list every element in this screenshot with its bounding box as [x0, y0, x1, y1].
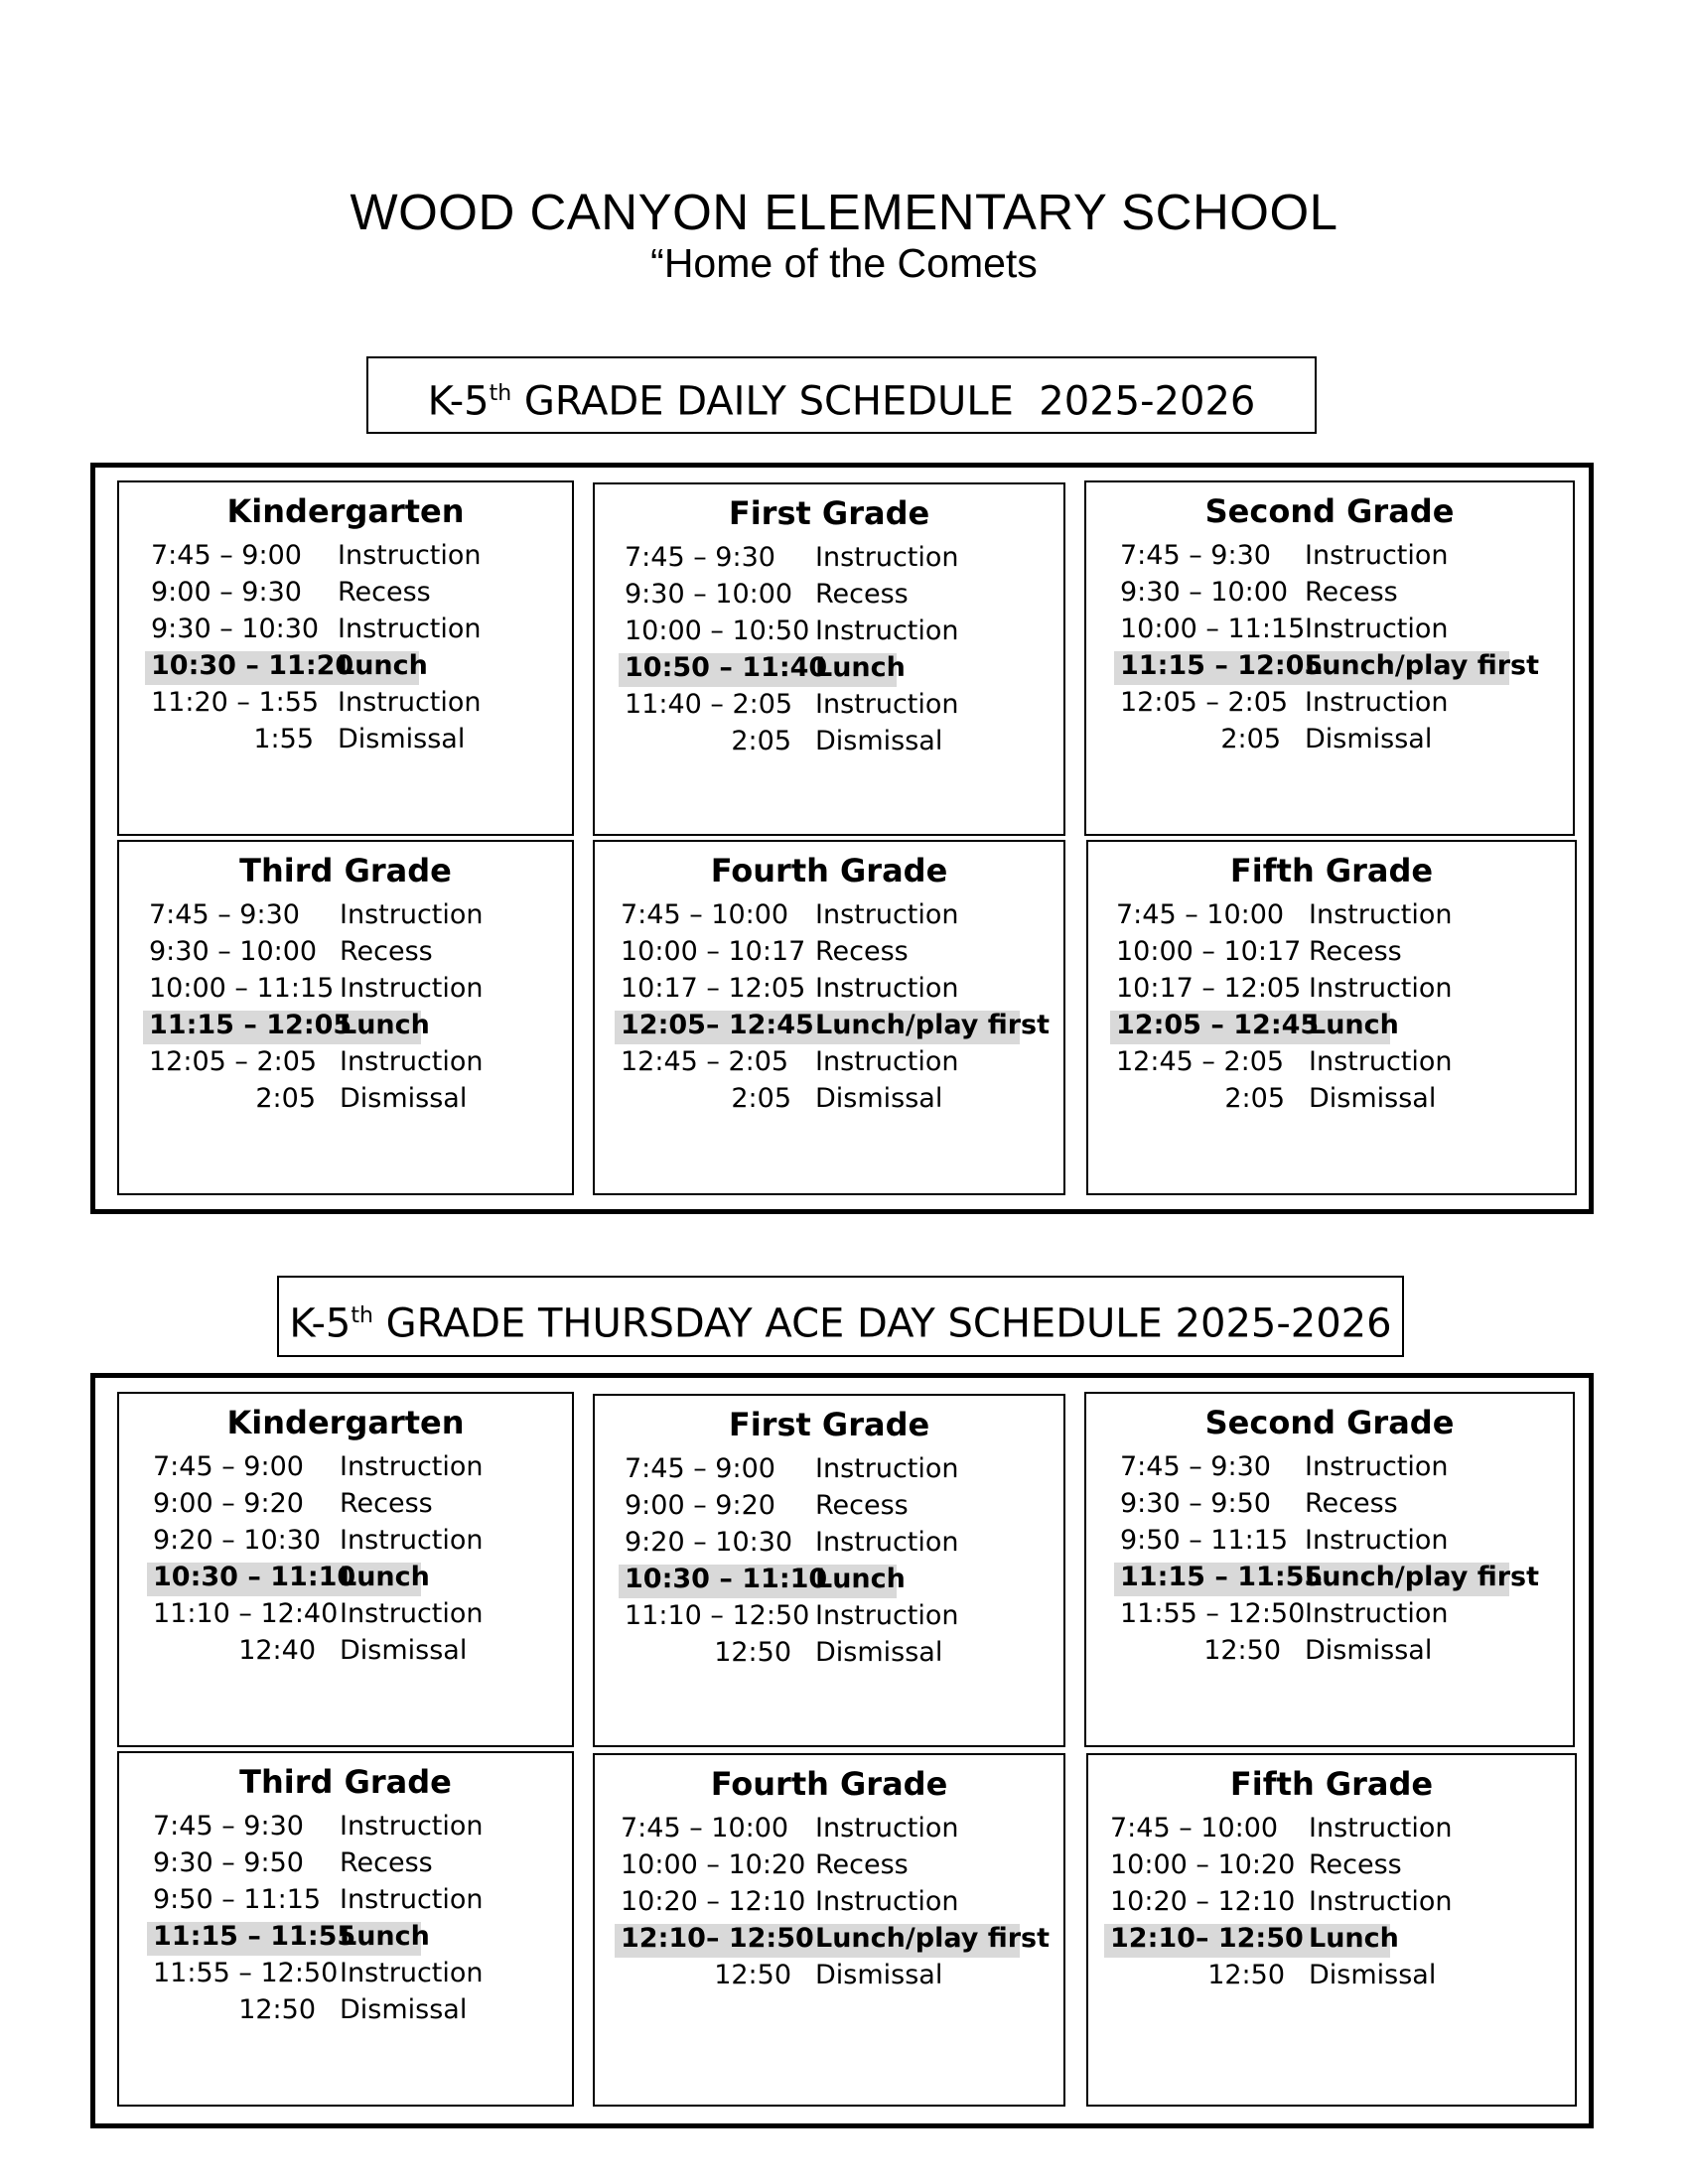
activity-label: Instruction: [1309, 1886, 1453, 1917]
time-range: 10:00 – 10:20: [1110, 1849, 1296, 1880]
schedule-row: [119, 1083, 572, 1120]
activity-label: Lunch/play first: [1305, 1562, 1540, 1592]
activity-label: Instruction: [340, 1451, 484, 1482]
schedule-row: [1086, 1635, 1573, 1672]
schedule-row: [119, 936, 572, 973]
activity-label: Dismissal: [1305, 724, 1433, 754]
activity-label: Instruction: [815, 899, 959, 930]
activity-label: Instruction: [340, 973, 484, 1004]
schedule-row: [119, 614, 572, 650]
schedule-row: [1088, 936, 1575, 973]
time-range: 10:20 – 12:10: [1110, 1886, 1296, 1917]
grade-title: Fourth Grade: [710, 1765, 948, 1803]
activity-label: Dismissal: [815, 1960, 943, 1990]
lunch-row: [1086, 650, 1573, 687]
daily-schedule-title: [366, 356, 1317, 434]
activity-label: Dismissal: [340, 1635, 468, 1666]
grade-title: Fifth Grade: [1229, 1765, 1434, 1803]
activity-label: Instruction: [815, 615, 959, 646]
schedule-row: [595, 726, 1063, 762]
activity-label: Instruction: [815, 1046, 959, 1077]
schedule-row: [119, 724, 572, 760]
schedule-row: [119, 1598, 572, 1635]
daily-grade-box-2: [1084, 480, 1575, 836]
activity-label: Recess: [340, 936, 433, 967]
activity-label: Dismissal: [340, 1994, 468, 2025]
time-range: 10:17 – 12:05: [621, 973, 806, 1004]
lunch-row: [119, 650, 572, 687]
grade-title: First Grade: [728, 494, 930, 532]
schedule-row: [595, 1637, 1063, 1674]
grade-title: Third Grade: [239, 852, 452, 889]
time-range: 7:45 – 9:30: [1120, 540, 1271, 571]
time-range: 12:05 – 2:05: [149, 1046, 318, 1077]
activity-label: Instruction: [815, 1813, 959, 1843]
schedule-row: [1088, 1083, 1575, 1120]
schedule-row: [1088, 1046, 1575, 1083]
schedule-row: [119, 1488, 572, 1525]
activity-label: Lunch/play first: [815, 1010, 1051, 1040]
activity-label: Recess: [815, 579, 909, 610]
activity-label: Recess: [1305, 1488, 1398, 1519]
thursday-title-rest: GRADE THURSDAY ACE DAY SCHEDULE 2025-2026: [372, 1300, 1392, 1347]
schedule-row: [119, 1811, 572, 1847]
activity-label: Lunch: [338, 650, 428, 681]
lunch-row: [119, 1921, 572, 1958]
activity-label: Instruction: [815, 1453, 959, 1484]
activity-label: Recess: [1305, 577, 1398, 608]
schedule-rows: [119, 1811, 572, 2031]
time-range: 10:00 – 10:17: [1116, 936, 1302, 967]
grade-title: Second Grade: [1204, 1404, 1455, 1441]
time-range: 12:40: [238, 1635, 316, 1666]
lunch-row: [595, 1923, 1063, 1960]
time-range: 10:30 – 11:10: [625, 1564, 828, 1594]
activity-label: Instruction: [1309, 899, 1453, 930]
daily-title-sup: th: [489, 381, 512, 406]
activity-label: Instruction: [340, 1958, 484, 1988]
activity-label: Lunch/play first: [1305, 650, 1540, 681]
time-range: 10:17 – 12:05: [1116, 973, 1302, 1004]
daily-grade-box-1: [593, 482, 1065, 836]
schedule-row: [1086, 687, 1573, 724]
activity-label: Dismissal: [1305, 1635, 1433, 1666]
time-range: 9:00 – 9:30: [151, 577, 302, 608]
activity-label: Lunch: [340, 1562, 430, 1592]
activity-label: Recess: [1309, 936, 1402, 967]
time-range: 9:30 – 10:00: [625, 579, 793, 610]
time-range: 11:10 – 12:40: [153, 1598, 339, 1629]
schedule-row: [119, 577, 572, 614]
activity-label: Dismissal: [815, 1083, 943, 1114]
activity-label: Recess: [815, 1490, 909, 1521]
activity-label: Instruction: [340, 1598, 484, 1629]
schedule-row: [595, 936, 1063, 973]
time-range: 9:30 – 9:50: [1120, 1488, 1271, 1519]
time-range: 11:15 – 11:55: [153, 1921, 356, 1952]
schedule-row: [1088, 1849, 1575, 1886]
schedule-row: [1086, 1598, 1573, 1635]
time-range: 7:45 – 9:30: [153, 1811, 304, 1842]
time-range: 7:45 – 9:00: [153, 1451, 304, 1482]
schedule-rows: [595, 899, 1063, 1120]
activity-label: Instruction: [1305, 1525, 1449, 1556]
schedule-rows: [119, 540, 572, 760]
grade-title: First Grade: [728, 1406, 930, 1443]
time-range: 10:00 – 11:15: [1120, 614, 1306, 644]
thursday-grade-box-5: [1086, 1753, 1577, 2107]
activity-label: Instruction: [1305, 687, 1449, 718]
thursday-grade-box-1: [593, 1394, 1065, 1747]
activity-label: Instruction: [340, 1046, 484, 1077]
schedule-row: [119, 1958, 572, 1994]
activity-label: Lunch: [815, 1564, 906, 1594]
schedule-rows: [1088, 1813, 1575, 1996]
time-range: 12:45 – 2:05: [1116, 1046, 1285, 1077]
grade-title: Kindergarten: [226, 492, 465, 530]
time-range: 7:45 – 9:30: [1120, 1451, 1271, 1482]
schedule-row: [119, 899, 572, 936]
schedule-row: [595, 973, 1063, 1010]
schedule-row: [595, 1046, 1063, 1083]
schedule-rows: [119, 1451, 572, 1672]
schedule-row: [1086, 540, 1573, 577]
activity-label: Dismissal: [338, 724, 466, 754]
school-name: WOOD CANYON ELEMENTARY SCHOOL: [350, 184, 1338, 240]
daily-grade-box-4: [593, 840, 1065, 1195]
activity-label: Dismissal: [815, 1637, 943, 1668]
schedule-row: [119, 1994, 572, 2031]
time-range: 2:05: [1224, 1083, 1285, 1114]
schedule-row: [1086, 1488, 1573, 1525]
activity-label: Instruction: [1309, 973, 1453, 1004]
schedule-rows: [595, 1453, 1063, 1674]
schedule-row: [595, 1453, 1063, 1490]
time-range: 9:30 – 10:00: [149, 936, 318, 967]
schedule-row: [1086, 1451, 1573, 1488]
time-range: 9:20 – 10:30: [153, 1525, 322, 1556]
schedule-rows: [595, 1813, 1063, 1996]
time-range: 9:50 – 11:15: [1120, 1525, 1289, 1556]
daily-title-rest: GRADE DAILY SCHEDULE 2025-2026: [511, 378, 1256, 425]
time-range: 11:15 – 12:05: [1120, 650, 1324, 681]
time-range: 2:05: [731, 1083, 791, 1114]
time-range: 10:50 – 11:40: [625, 652, 828, 683]
schedule-row: [1088, 1960, 1575, 1996]
activity-label: Instruction: [338, 540, 482, 571]
time-range: 12:05 – 2:05: [1120, 687, 1289, 718]
thursday-grade-box-4: [593, 1753, 1065, 2107]
time-range: 9:30 – 10:30: [151, 614, 320, 644]
lunch-row: [1086, 1562, 1573, 1598]
activity-label: Lunch: [340, 1921, 430, 1952]
time-range: 12:05– 12:45: [621, 1010, 814, 1040]
schedule-rows: [595, 542, 1063, 762]
grade-title: Kindergarten: [226, 1404, 465, 1441]
schedule-row: [119, 540, 572, 577]
activity-label: Instruction: [338, 614, 482, 644]
schedule-row: [1088, 1886, 1575, 1923]
activity-label: Instruction: [340, 1525, 484, 1556]
lunch-row: [595, 1010, 1063, 1046]
schedule-rows: [1086, 1451, 1573, 1672]
schedule-row: [595, 1600, 1063, 1637]
time-range: 9:20 – 10:30: [625, 1527, 793, 1558]
time-range: 9:50 – 11:15: [153, 1884, 322, 1915]
activity-label: Instruction: [338, 687, 482, 718]
daily-grade-box-0: [117, 480, 574, 836]
schedule-row: [1086, 614, 1573, 650]
schedule-row: [1088, 1813, 1575, 1849]
schedule-row: [1088, 973, 1575, 1010]
activity-label: Recess: [340, 1488, 433, 1519]
time-range: 7:45 – 9:00: [625, 1453, 775, 1484]
activity-label: Lunch: [1309, 1923, 1399, 1954]
time-range: 12:50: [238, 1994, 316, 2025]
time-range: 7:45 – 9:00: [151, 540, 302, 571]
time-range: 7:45 – 10:00: [621, 899, 789, 930]
activity-label: Instruction: [815, 973, 959, 1004]
schedule-row: [119, 1847, 572, 1884]
schedule-row: [119, 1525, 572, 1562]
activity-label: Instruction: [815, 1600, 959, 1631]
schedule-row: [595, 1886, 1063, 1923]
activity-label: Lunch/play first: [815, 1923, 1051, 1954]
activity-label: Recess: [815, 1849, 909, 1880]
time-range: 10:20 – 12:10: [621, 1886, 806, 1917]
lunch-row: [119, 1010, 572, 1046]
activity-label: Dismissal: [1309, 1083, 1437, 1114]
activity-label: Dismissal: [340, 1083, 468, 1114]
time-range: 11:15 – 12:05: [149, 1010, 352, 1040]
time-range: 7:45 – 10:00: [1116, 899, 1285, 930]
schedule-row: [595, 899, 1063, 936]
activity-label: Instruction: [340, 899, 484, 930]
time-range: 9:30 – 10:00: [1120, 577, 1289, 608]
daily-grade-box-5: [1086, 840, 1577, 1195]
schedule-row: [595, 1813, 1063, 1849]
schedule-rows: [1088, 899, 1575, 1120]
thursday-grade-box-2: [1084, 1392, 1575, 1747]
thursday-grade-box-3: [117, 1751, 574, 2107]
grade-title: Fifth Grade: [1229, 852, 1434, 889]
time-range: 10:30 – 11:20: [151, 650, 354, 681]
time-range: 10:00 – 10:20: [621, 1849, 806, 1880]
thursday-title-sup: th: [351, 1303, 373, 1328]
lunch-row: [595, 652, 1063, 689]
school-motto: “Home of the Comets: [650, 240, 1038, 286]
daily-title-prefix: K-5: [427, 378, 490, 425]
schedule-row: [595, 1527, 1063, 1564]
thursday-schedule-title: [277, 1276, 1404, 1357]
activity-label: Instruction: [1305, 614, 1449, 644]
daily-grade-box-3: [117, 840, 574, 1195]
activity-label: Instruction: [1305, 1451, 1449, 1482]
grade-title: Fourth Grade: [710, 852, 948, 889]
schedule-row: [1088, 899, 1575, 936]
schedule-row: [595, 1083, 1063, 1120]
schedule-rows: [119, 899, 572, 1120]
schedule-row: [119, 1635, 572, 1672]
activity-label: Instruction: [815, 1886, 959, 1917]
time-range: 2:05: [731, 726, 791, 756]
schedule-row: [119, 1046, 572, 1083]
grade-title: Third Grade: [239, 1763, 452, 1801]
activity-label: Instruction: [1309, 1813, 1453, 1843]
time-range: 12:45 – 2:05: [621, 1046, 789, 1077]
time-range: 11:20 – 1:55: [151, 687, 320, 718]
schedule-row: [595, 579, 1063, 615]
grade-title: Second Grade: [1204, 492, 1455, 530]
time-range: 7:45 – 10:00: [621, 1813, 789, 1843]
time-range: 11:15 – 11:55: [1120, 1562, 1324, 1592]
activity-label: Dismissal: [1309, 1960, 1437, 1990]
activity-label: Instruction: [815, 689, 959, 720]
activity-label: Instruction: [340, 1811, 484, 1842]
lunch-row: [595, 1564, 1063, 1600]
schedule-row: [1086, 577, 1573, 614]
activity-label: Dismissal: [815, 726, 943, 756]
activity-label: Recess: [340, 1847, 433, 1878]
time-range: 9:00 – 9:20: [625, 1490, 775, 1521]
time-range: 10:00 – 10:50: [625, 615, 810, 646]
time-range: 11:10 – 12:50: [625, 1600, 810, 1631]
time-range: 10:00 – 10:17: [621, 936, 806, 967]
schedule-row: [119, 973, 572, 1010]
time-range: 11:55 – 12:50: [1120, 1598, 1306, 1629]
activity-label: Recess: [338, 577, 431, 608]
time-range: 12:10– 12:50: [621, 1923, 814, 1954]
activity-label: Recess: [815, 936, 909, 967]
schedule-rows: [1086, 540, 1573, 760]
activity-label: Instruction: [815, 542, 959, 573]
schedule-row: [119, 1451, 572, 1488]
activity-label: Instruction: [1305, 1598, 1449, 1629]
schedule-row: [595, 1960, 1063, 1996]
time-range: 9:30 – 9:50: [153, 1847, 304, 1878]
time-range: 10:30 – 11:10: [153, 1562, 356, 1592]
lunch-row: [119, 1562, 572, 1598]
time-range: 12:05 – 12:45: [1116, 1010, 1320, 1040]
activity-label: Recess: [1309, 1849, 1402, 1880]
time-range: 11:40 – 2:05: [625, 689, 793, 720]
time-range: 11:55 – 12:50: [153, 1958, 339, 1988]
time-range: 2:05: [1220, 724, 1281, 754]
time-range: 12:10– 12:50: [1110, 1923, 1304, 1954]
activity-label: Lunch: [815, 652, 906, 683]
lunch-row: [1088, 1010, 1575, 1046]
time-range: 12:50: [714, 1960, 791, 1990]
schedule-row: [595, 615, 1063, 652]
time-range: 7:45 – 10:00: [1110, 1813, 1279, 1843]
schedule-row: [1086, 1525, 1573, 1562]
time-range: 12:50: [714, 1637, 791, 1668]
activity-label: Instruction: [340, 1884, 484, 1915]
schedule-row: [595, 1490, 1063, 1527]
activity-label: Instruction: [815, 1527, 959, 1558]
activity-label: Instruction: [1309, 1046, 1453, 1077]
time-range: 9:00 – 9:20: [153, 1488, 304, 1519]
schedule-row: [119, 1884, 572, 1921]
schedule-row: [595, 542, 1063, 579]
time-range: 10:00 – 11:15: [149, 973, 335, 1004]
lunch-row: [1088, 1923, 1575, 1960]
time-range: 2:05: [255, 1083, 316, 1114]
time-range: 7:45 – 9:30: [625, 542, 775, 573]
schedule-row: [595, 1849, 1063, 1886]
schedule-row: [595, 689, 1063, 726]
schedule-row: [1086, 724, 1573, 760]
activity-label: Instruction: [1305, 540, 1449, 571]
activity-label: Lunch: [340, 1010, 430, 1040]
schedule-row: [119, 687, 572, 724]
time-range: 12:50: [1203, 1635, 1281, 1666]
time-range: 7:45 – 9:30: [149, 899, 300, 930]
activity-label: Lunch: [1309, 1010, 1399, 1040]
thursday-grade-box-0: [117, 1392, 574, 1747]
thursday-title-prefix: K-5: [289, 1300, 352, 1347]
time-range: 12:50: [1207, 1960, 1285, 1990]
time-range: 1:55: [253, 724, 314, 754]
